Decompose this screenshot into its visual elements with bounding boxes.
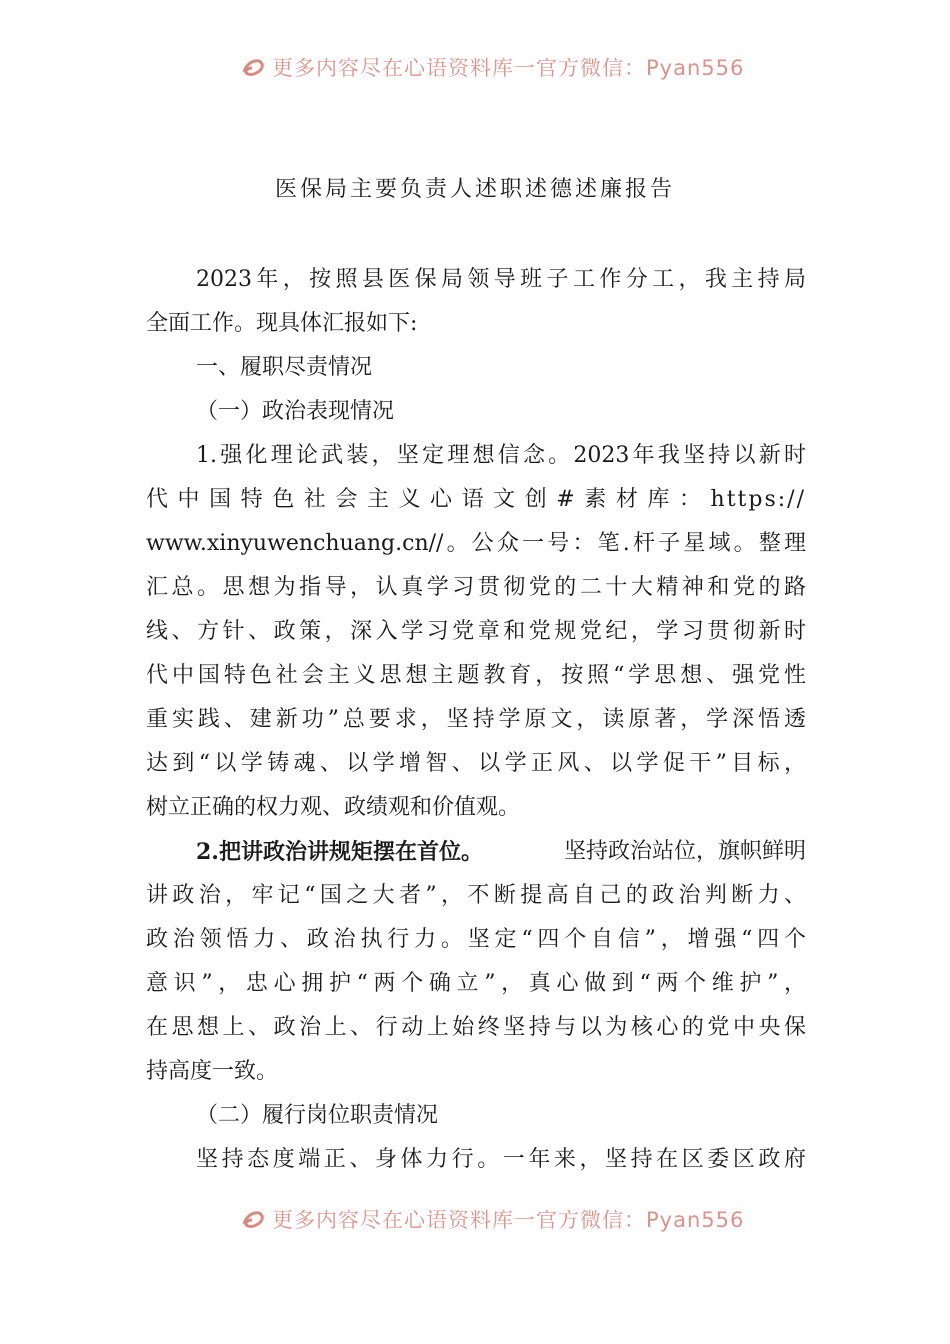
paragraph-line: 全面工作。现具体汇报如下: <box>146 311 418 336</box>
document-title: 医保局主要负责人述职述德述廉报告 <box>274 177 675 202</box>
document-body <box>146 258 806 1182</box>
subsection-heading: （二）履行岗位职责情况 <box>196 1103 439 1128</box>
section-heading: 一、履职尽责情况 <box>196 355 373 380</box>
paragraph-line: 坚持态度端正、身体力行。一年来，坚持在区委区政府 <box>196 1147 806 1172</box>
paragraph-line: 1.强化理论武装，坚定理想信念。2023年我坚持以新时 <box>196 443 806 468</box>
bold-lead: 2.把讲政治讲规矩摆在首位。 <box>196 839 483 865</box>
paragraph-line <box>146 830 806 874</box>
paragraph-text: 坚持政治站位，旗帜鲜明 <box>563 839 806 864</box>
swirl-logo-icon <box>240 1210 266 1232</box>
paragraph-line: 讲政治，牢记“国之大者”，不断提高自己的政治判断力、 <box>146 883 806 908</box>
watermark-text: 更多内容尽在心语资料库一官方微信：Pyan556 <box>272 58 745 80</box>
paragraph-line: 持高度一致。 <box>146 1059 279 1084</box>
subsection-heading: （一）政治表现情况 <box>196 399 395 424</box>
paragraph-line: 代中国特色社会主义心语文创#素材库：https:// <box>146 487 806 512</box>
paragraph-line: 在思想上、政治上、行动上始终坚持与以为核心的党中央保 <box>146 1015 806 1040</box>
paragraph-line: 2023年，按照县医保局领导班子工作分工，我主持局 <box>196 267 806 292</box>
paragraph-line: 树立正确的权力观、政绩观和价值观。 <box>146 795 521 820</box>
paragraph-line: 重实践、建新功”总要求，坚持学原文，读原著，学深悟透 <box>146 707 806 732</box>
swirl-logo-icon <box>240 58 266 80</box>
paragraph-line: 政治领悟力、政治执行力。坚定“四个自信”，增强“四个 <box>146 927 806 952</box>
watermark-text: 更多内容尽在心语资料库一官方微信：Pyan556 <box>272 1210 745 1232</box>
header-watermark <box>0 58 950 86</box>
paragraph-line: 达到“以学铸魂、以学增智、以学正风、以学促干”目标， <box>146 751 806 776</box>
paragraph-line: 代中国特色社会主义思想主题教育，按照“学思想、强党性 <box>146 663 806 688</box>
footer-watermark <box>0 1210 950 1238</box>
paragraph-line: www.xinyuwenchuang.cn//。公众一号：笔.杆子星域。整理 <box>146 531 806 556</box>
paragraph-line: 汇总。思想为指导，认真学习贯彻党的二十大精神和党的路 <box>146 575 806 600</box>
paragraph-line: 意识”，忠心拥护“两个确立”，真心做到“两个维护”， <box>146 971 806 996</box>
paragraph-line: 线、方针、政策，深入学习党章和党规党纪，学习贯彻新时 <box>146 619 806 644</box>
